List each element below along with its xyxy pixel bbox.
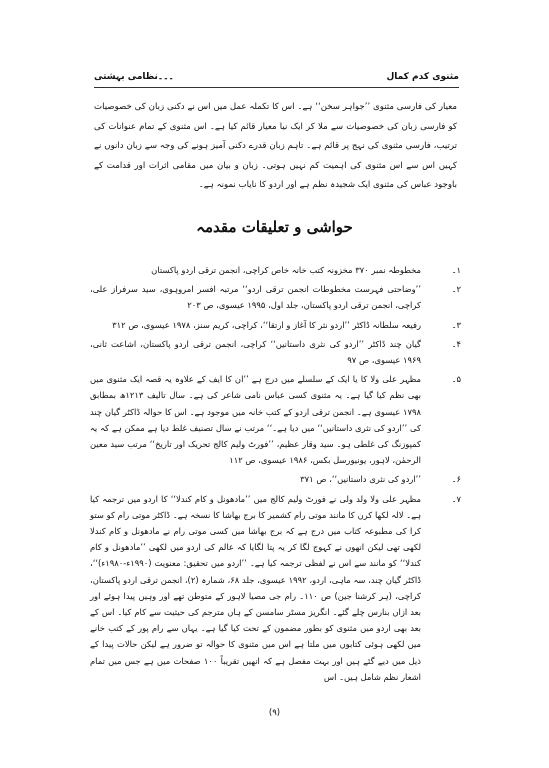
note-number: ۷۔ <box>451 493 461 504</box>
note-number: ۵۔ <box>451 374 461 385</box>
note-text: گیان چند ڈاکٹر ’’اردو کی نثری داستانیں‘‘ کراچی، انجمن ترقی اردو پاکستان، اشاعت ثانی، ۱۹۶۹ عیسوی، ص ۹۷ <box>90 338 421 366</box>
running-header-title: مثنوی کدم کمال <box>386 72 459 82</box>
running-header-author: ۔۔۔نظامی بہشتی <box>94 72 174 82</box>
intro-paragraph: معیار کی فارسی مثنوی ’’جواہر سخن‘‘ ہے۔ اس کا تکملہ عمل میں اس نے دکنی زبان کی خصوصیات کو فارسی زبان کی خصوصیات سے ملا کر ایک نیا معیار قائم کیا ہے۔ اس مثنوی کے تمام عنوانات کی ترتیب، فارسی مثنوی کی نہج پر قائم ہے۔ تاہم زبان قدرے دکنی آمیز ہونے کی وجہ سے زبان دانوں نے کہیں اس سے اس مثنوی کی اہمیت کم نہیں ہوتی۔ زبان و بیان میں مقامی اثرات اور قدامت کے باوجود عباس کی مثنوی ایک شجیدہ نظم ہے اور اردو کا نایاب نمونہ ہے۔ <box>94 102 457 190</box>
note-item <box>90 491 461 685</box>
note-text: مخطوطہ نمبر ۳۷۰ مخزونہ کتب خانہ خاص کراچی، انجمن ترقی اردو پاکستان <box>151 265 421 275</box>
notes-list <box>90 262 461 688</box>
note-number: ۲۔ <box>451 284 461 295</box>
note-text: مظہر علی ولا ولد ولی نے فورٹ ولیم کالج میں ’’مادھونل و کام کندلا‘‘ کا اردو میں ترجمہ کیا ہے۔ لالہ لکھا کرن کا مانند موتی رام کشمیر کا برج بھاشا کا نسخہ ہے۔ ڈاکٹر موتی رام کو ستو کرا کی مطبوعہ کتاب میں درج ہے کہ برج بھاشا میں کسی موتی رام نے مادھونل و کام کندلا لکھی تھی لیکن انھوں نے کہوج لگا کر یہ پتا لگایا کہ عالم کی اردو میں لکھی ’’مادھونل و کام کندلا‘‘ کو مانند سے اس نے لفظی ترجمہ کیا ہے۔ ’’اردو میں تحقیق: معنویت (۱۹۹۰ء-۱۹۸۰ء)‘‘، ڈاکٹر گیان چند، سہ ماہی، اردو، ۱۹۹۲ عیسوی، جلد ۶۸، شمارہ (۲)، انجمن ترقی اردو پاکستان، کراچی، (ہر کرشنا جین) ص ۱۱۰۔ رام جی مصیا لاہور کے متوطن تھے اور وہیں پیدا ہوئے اور بعد ازاں بنارس چلے گئے۔ انگریز مسٹر سامسن کے ہاں مترجم کی حیثیت سے کام کیا۔ اس کے بعد بھی اردو میں مثنوی کو بطور مضمون کے تحت کیا گیا ہے۔ یہاں سے رام پور کے کتب خانے میں لکھی ہوئی کتابوں میں ملتا ہے اس میں مثنوی کا حوالہ تو ضرور ہے لیکن حالات پیدا کے ذیل میں دیے گئے ہیں اور بہت مفصل ہے کہ انھیں تقریباً ۱۰۰ صفحات میں ہے جس میں تمام اشعار نظم شامل ہیں۔ اس <box>90 493 421 682</box>
section-heading: حواشی و تعلیقات مقدمہ <box>196 218 353 236</box>
note-number: ۳۔ <box>451 319 461 330</box>
page-number: (۹) <box>268 708 281 718</box>
note-item <box>90 262 461 278</box>
header-rule <box>94 87 459 88</box>
note-item <box>90 371 461 468</box>
note-number: ۶۔ <box>451 474 461 485</box>
note-number: ۴۔ <box>451 338 461 349</box>
note-item <box>90 336 461 368</box>
note-text: مظہر علی ولا کا یا ایک کے سلسلے میں درج ہے ’’ان کا ایف کے علاوہ یہ قصہ ایک مثنوی میں بھی نظم کیا گیا ہے۔ یہ مثنوی کسی عباس نامی شاعر کی ہے۔ سال تالیف ۱۲۱۳ھ بمطابق ۱۷۹۸ عیسوی ہے۔ انجمن ترقی اردو کے کتب خانہ میں موجود ہے۔ اس کا حوالہ ڈاکٹر گیان چند کی ’’اردو کی نثری داستانیں‘‘ میں دیا ہے۔‘‘ مرتب نے سال تصنیف غلط دیا ہے ممکن ہے کہ یہ کمپوزنگ کی غلطی ہو۔ سید وقار عظیم، ’’فورٹ ولیم کالج تحریک اور تاریخ‘‘ مرتب سید معین الرحمٰن، لاہور، یونیورسل بکس، ۱۹۸۶ عیسوی، ص ۱۱۲ <box>90 374 421 466</box>
note-item <box>90 281 461 313</box>
note-text: رفیعہ سلطانہ ڈاکٹر ’’اردو نثر کا آغاز و ارتقا‘‘، کراچی، کریم سنز، ۱۹۷۸ عیسوی، ص ۳۱۲ <box>112 319 421 330</box>
note-text: ’’اردو کی نثری داستانیں‘‘، ص ۳۷۱ <box>300 474 421 485</box>
note-text: ’’وضاحتی فہرست مخطوطات انجمن ترقی اردو‘‘ مرتبہ افسر امروہوی، سید سرفراز علی، کراچی، انجمن ترقی اردو پاکستان، جلد اول، ۱۹۹۵ عیسوی، ص ۲۰۳ <box>90 284 421 311</box>
note-item <box>90 471 461 487</box>
note-item <box>90 317 461 333</box>
note-number: ۱۔ <box>451 265 461 275</box>
